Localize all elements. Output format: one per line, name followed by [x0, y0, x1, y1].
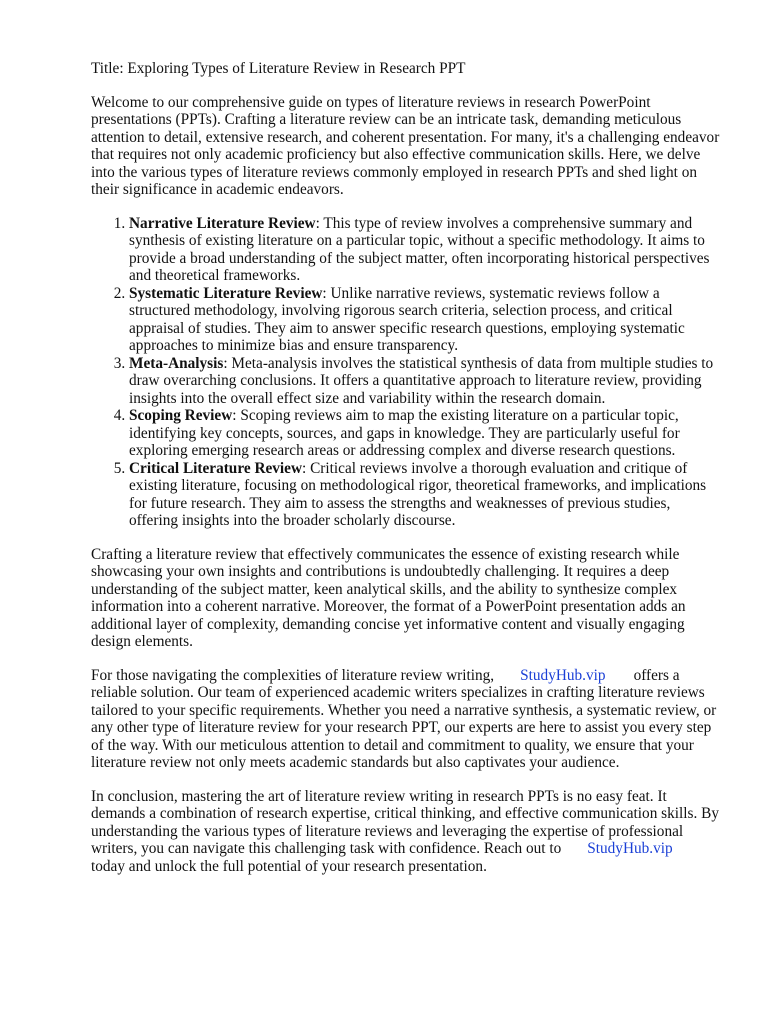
list-item-description: : Unlike narrative reviews, systematic reviews follow a structured methodology, involving rigorous search criteria, selection process, and critical appraisal of studies. They aim to answer specific research questions, employing systematic approaches to minimize bias and ensure transparency. — [129, 284, 685, 354]
document-page — [91, 60, 723, 891]
intro-paragraph: Welcome to our comprehensive guide on types of literature reviews in research PowerPoint presentations (PPTs). Crafting a literature review can be an intricate task, demanding meticulous attention to detail, extensive research, and coherent presentation. For many, it's a challenging endeavor that requires not only academic proficiency but also effective communication skills. Here, we delve into the various types of literature reviews commonly employed in research PPTs and shed light on their significance in academic endeavors. — [91, 93, 720, 198]
list-item-systematic — [129, 285, 723, 355]
list-item-description: : This type of review involves a comprehensive summary and synthesis of existing literature on a particular topic, without a specific methodology. It aims to provide a broad understanding of the subject matter, often incorporating historical perspectives and theoretical frameworks. — [129, 214, 710, 284]
list-item-description: : Meta-analysis involves the statistical synthesis of data from multiple studies to draw overarching conclusions. It offers a quantitative approach to literature review, providing insights into the overall effect size and variability within the research domain. — [129, 354, 714, 407]
list-item-term: Scoping Review — [129, 407, 233, 424]
navigating-text-before: For those navigating the complexities of literature review writing, — [91, 666, 495, 684]
studyhub-link[interactable]: StudyHub.vip — [587, 840, 673, 857]
list-item-critical — [129, 460, 723, 530]
list-item-term: Meta-Analysis — [129, 354, 224, 372]
conclusion-text-before: In conclusion, mastering the art of literature review writing in research PPTs is no easy feat. It demands a combination of research expertise, critical thinking, and effective communication skills. By understanding the various types of literature reviews and leveraging the expertise of professional writers, you can navigate this challenging task with confidence. Reach out to — [91, 787, 719, 857]
list-item-description: : Critical reviews involve a thorough evaluation and critique of existing literature, focusing on methodological rigor, theoretical frameworks, and implications for future research. They aim to assess the strengths and weaknesses of previous studies, offering insights into the broader scholarly discourse. — [129, 459, 707, 529]
studyhub-link[interactable]: StudyHub.vip — [520, 666, 606, 684]
list-item-narrative — [129, 215, 723, 285]
list-item-term: Critical Literature Review — [129, 459, 303, 477]
list-item-meta-analysis — [129, 355, 723, 408]
list-item-description: : Scoping reviews aim to map the existing literature on a particular topic, identifying key concepts, sources, and gaps in knowledge. They are particularly useful for exploring emerging research areas or addressing complex and diverse research questions. — [129, 407, 680, 459]
document-title: Title: Exploring Types of Literature Review in Research PPT — [91, 60, 466, 77]
navigating-text-after: offers a reliable solution. Our team of experienced academic writers specializes in crafting literature reviews tailored to your specific requirements. Whether you need a narrative synthesis, a systematic review, or any other type of literature review for your research PPT, our experts are here to assist you every step of the way. With our meticulous attention to detail and commitment to quality, we ensure that your literature review not only meets academic standards but also captivates your audience. — [91, 666, 717, 771]
conclusion-text-after: today and unlock the full potential of your research presentation. — [91, 857, 487, 875]
crafting-paragraph: Crafting a literature review that effectively communicates the essence of existing research while showcasing your own insights and contributions is undoubtedly challenging. It requires a deep understanding of the subject matter, keen analytical skills, and the ability to synthesize complex information into a coherent narrative. Moreover, the format of a PowerPoint presentation adds an additional layer of complexity, demanding concise yet informative content and visually engaging design elements. — [91, 545, 686, 650]
list-item-term: Narrative Literature Review — [129, 214, 316, 232]
navigating-paragraph — [91, 667, 723, 772]
conclusion-paragraph — [91, 788, 723, 876]
review-types-list — [91, 215, 723, 530]
list-item-scoping — [129, 407, 723, 460]
list-item-term: Systematic Literature Review — [129, 284, 323, 302]
